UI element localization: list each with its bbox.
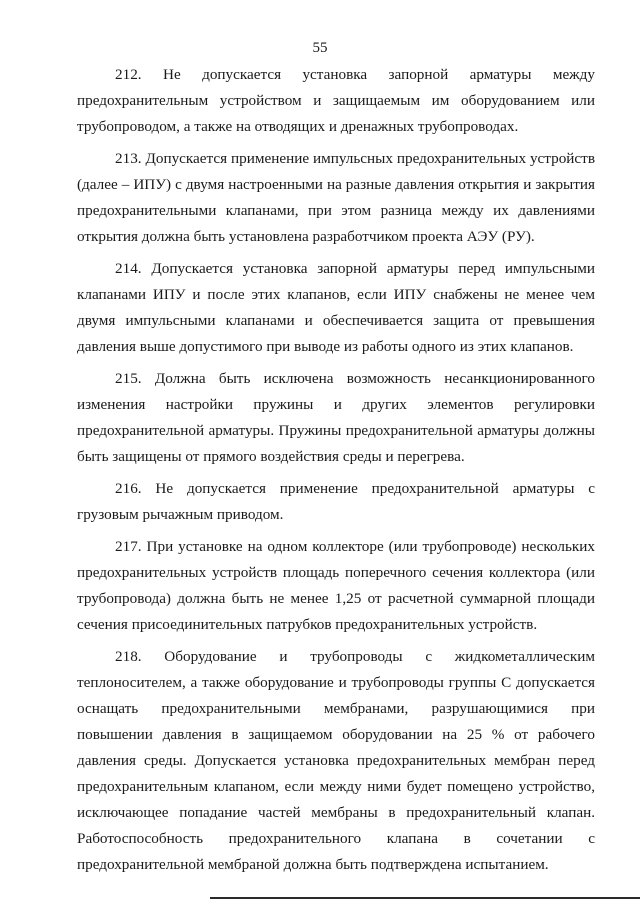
document-body — [77, 62, 595, 884]
paragraph-215: 215. Должна быть исключена возможность несанкционированного изменения настройки пружины и других элементов регулировки предохранительной арматуры. Пружины предохранительной арматуры должны быть защищены от прямого воздействия среды и перегрева. — [77, 370, 595, 465]
scan-bottom-edge-line — [210, 897, 640, 899]
paragraph-218: 218. Оборудование и трубопроводы с жидкометаллическим теплоносителем, а также оборудование и трубопроводы группы С допускается оснащать предохранительными мембранами, разрушающимися при повышении давления в защищаемом оборудовании на 25 % от рабочего давления среды. Допускается установка предохранительных мембран перед предохранительным клапаном, если между ними будет помещено устройство, исключающее попадание частей мембраны в предохранительный клапан. Работоспособность предохранительного клапана в сочетании с предохранительной мембраной должна быть подтверждена испытанием. — [77, 648, 595, 873]
paragraph-213: 213. Допускается применение импульсных предохранительных устройств (далее – ИПУ) с двумя настроенными на разные давления открытия и закрытия предохранительными клапанами, при этом разница между их давлениями открытия должна быть установлена разработчиком проекта АЭУ (РУ). — [77, 150, 595, 245]
paragraph-214: 214. Допускается установка запорной арматуры перед импульсными клапанами ИПУ и после этих клапанов, если ИПУ снабжены не менее чем двумя импульсными клапанами и обеспечивается защита от превышения давления выше допустимого при выводе из работы одного из этих клапанов. — [77, 260, 595, 355]
paragraph-216: 216. Не допускается применение предохранительной арматуры с грузовым рычажным приводом. — [77, 480, 595, 523]
paragraph-217: 217. При установке на одном коллекторе (или трубопроводе) нескольких предохранительных устройств площадь поперечного сечения коллектора (или трубопровода) должна быть не менее 1,25 от расчетной суммарной площади сечения присоединительных патрубков предохранительных устройств. — [77, 538, 595, 633]
paragraph-212: 212. Не допускается установка запорной арматуры между предохранительным устройством и защищаемым им оборудованием или трубопроводом, а также на отводящих и дренажных трубопроводах. — [77, 66, 595, 135]
page-number: 55 — [312, 40, 328, 56]
